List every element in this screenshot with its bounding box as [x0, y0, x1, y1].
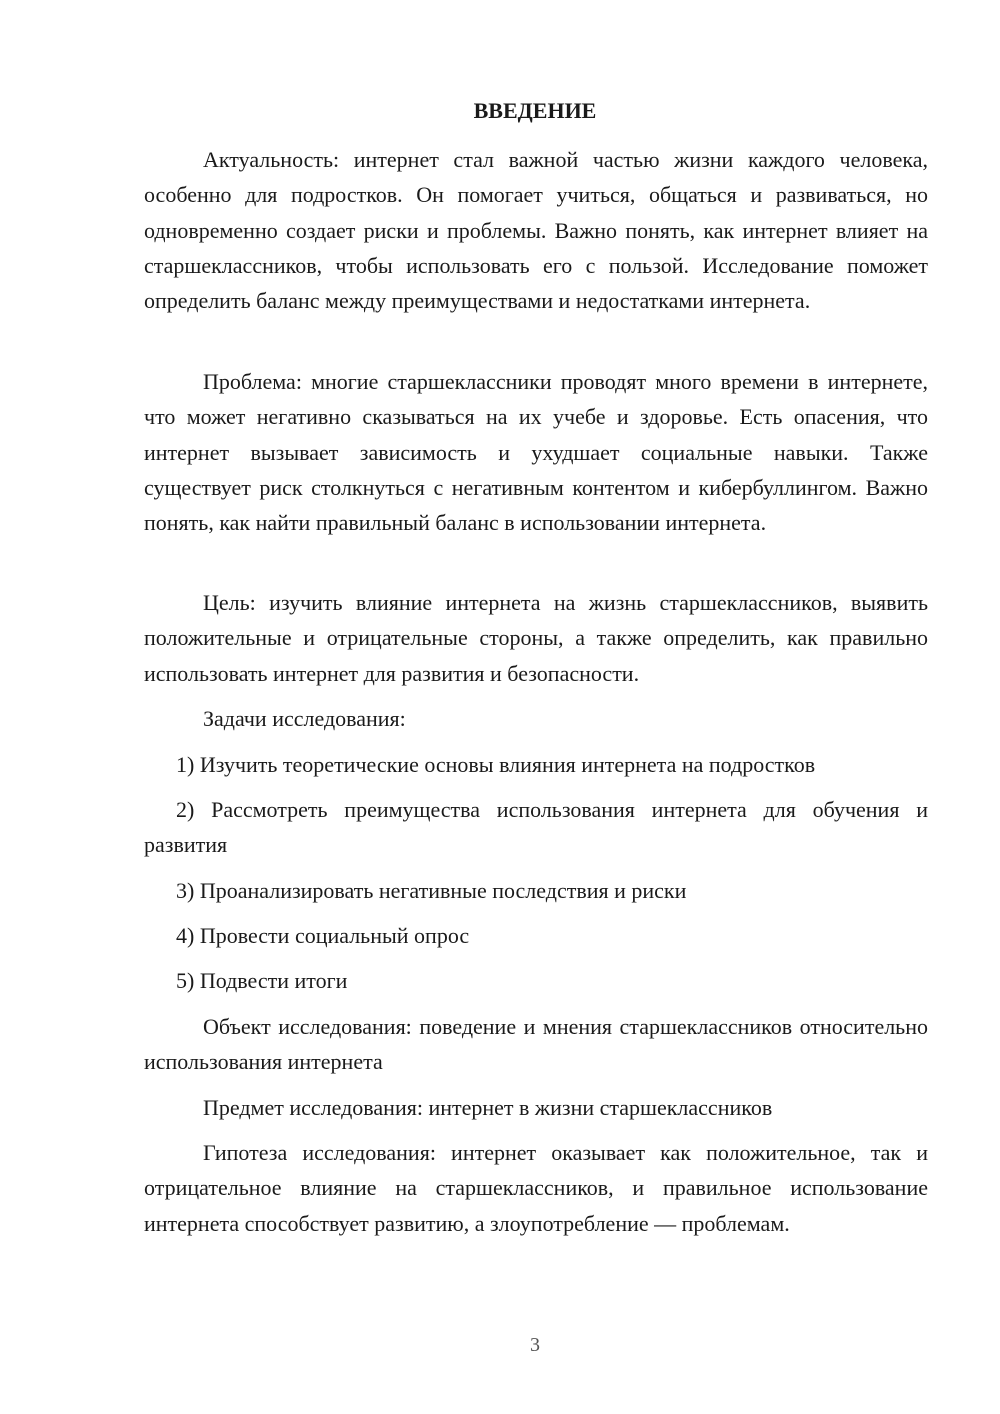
paragraph-problem: Проблема: многие старшеклассники проводят много времени в интернете, что может негативно сказываться на их учебе и здоровье. Есть опасения, что интернет вызывает зависимость и ухудшает социальные навыки. Также существует риск столкнуться с негативным контентом и кибербуллингом. Важно понять, как найти правильный баланс в использовании интернета.: [144, 369, 928, 536]
page-number: 3: [530, 1334, 540, 1356]
paragraph-hypothesis: Гипотеза исследования: интернет оказывает как положительное, так и отрицательное влияние на старшеклассников, и правильное использование интернета способствует развитию, а злоупотребление — проблемам.: [144, 1140, 928, 1236]
page-title: ВВЕДЕНИЕ: [473, 98, 597, 123]
paragraph-relevance: Актуальность: интернет стал важной частью жизни каждого человека, особенно для подростков. Он помогает учиться, общаться и развиваться, но одновременно создает риски и проблемы. Важно понять, как интернет влияет на старшеклассников, чтобы использовать его с пользой. Исследование поможет определить баланс между преимуществами и недостатками интернета.: [144, 147, 928, 314]
task-item-5: 5) Подвести итоги: [176, 968, 348, 993]
tasks-heading: Задачи исследования:: [203, 706, 406, 731]
paragraph-goal: Цель: изучить влияние интернета на жизнь старшеклассников, выявить положительные и отрицательные стороны, а также определить, как правильно использовать интернет для развития и безопасности.: [144, 590, 928, 686]
paragraph-object: Объект исследования: поведение и мнения старшеклассников относительно использования интернета: [144, 1014, 928, 1075]
task-item-1: 1) Изучить теоретические основы влияния интернета на подростков: [176, 752, 816, 777]
paragraph-subject: Предмет исследования: интернет в жизни старшеклассников: [203, 1095, 773, 1120]
task-item-4: 4) Провести социальный опрос: [176, 923, 470, 948]
task-item-3: 3) Проанализировать негативные последствия и риски: [176, 878, 687, 903]
task-item-2: 2) Рассмотреть преимущества использования интернета для обучения и развития: [144, 797, 928, 858]
